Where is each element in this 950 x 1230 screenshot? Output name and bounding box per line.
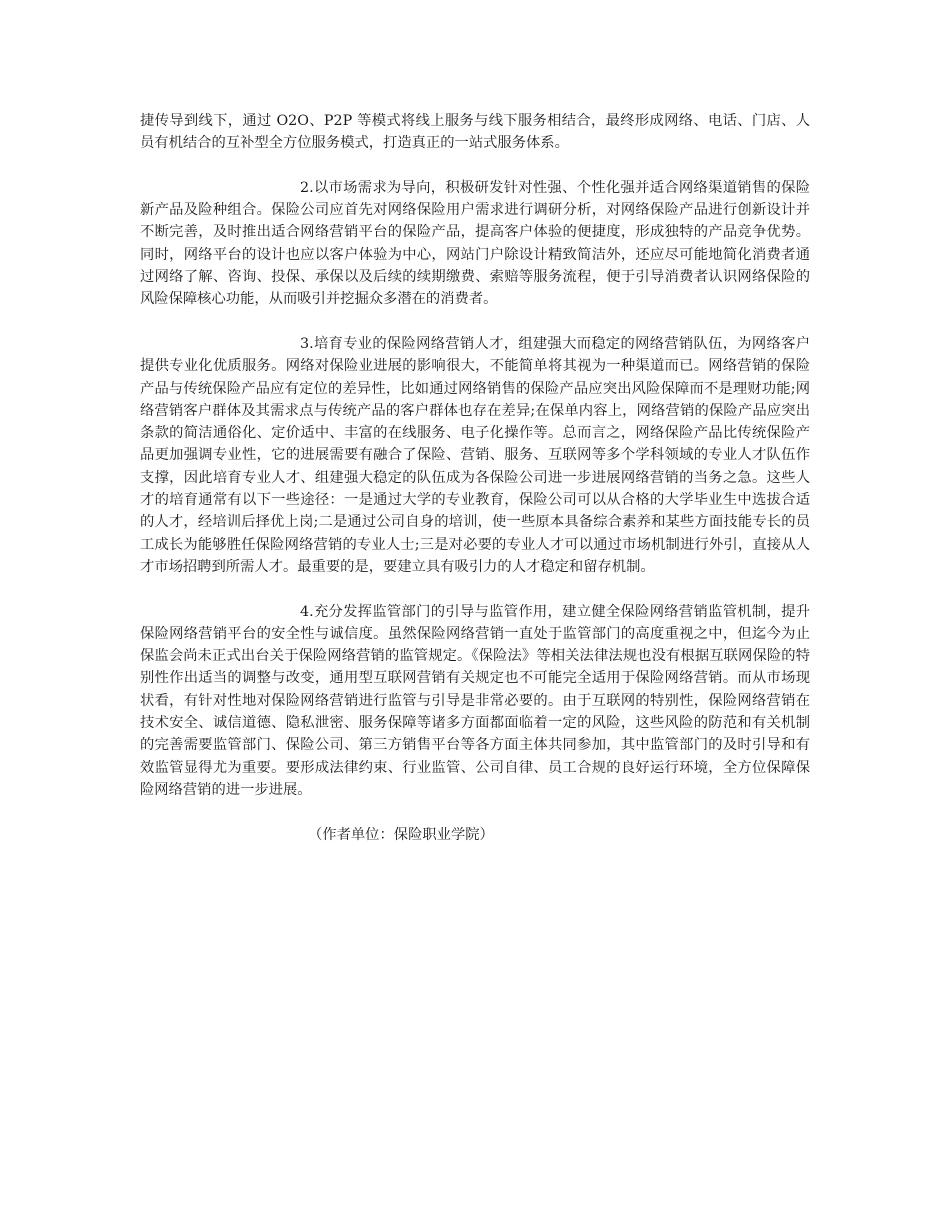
document-body <box>140 110 810 846</box>
paragraph-point-4: 4.充分发挥监管部门的引导与监管作用，建立健全保险网络营销监管机制，提升保险网络营销平台的安全性与诚信度。虽然保险网络营销一直处于监管部门的高度重视之中，但迄今为止保监会尚未正式出台关于保险网络营销的监管规定。《保险法》等相关法律法规也没有根据互联网保险的特别性作出适当的调整与改变，通用型互联网营销有关规定也不可能完全适用于保险网络营销。而从市场现状看，有针对性地对保险网络营销进行监管与引导是非常必要的。由于互联网的特别性，保险网络营销在技术安全、诚信道德、隐私泄密、服务保障等诸多方面都面临着一定的风险，这些风险的防范和有关机制的完善需要监管部门、保险公司、第三方销售平台等各方面主体共同参加，其中监管部门的及时引导和有效监管显得尤为重要。要形成法律约束、行业监管、公司自律、员工合规的良好运行环境，全方位保障保险网络营销的进一步进展。 <box>140 603 810 798</box>
paragraph-point-2: 2.以市场需求为导向，积极研发针对性强、个性化强并适合网络渠道销售的保险新产品及险种组合。保险公司应首先对网络保险用户需求进行调研分析，对网络保险产品进行创新设计并不断完善，及时推出适合网络营销平台的保险产品，提高客户体验的便捷度，形成独特的产品竞争优势。同时，网络平台的设计也应以客户体验为中心，网站门户除设计精致简洁外，还应尽可能地简化消费者通过网络了解、咨询、投保、承保以及后续的续期缴费、索赔等服务流程，便于引导消费者认识网络保险的风险保障核心功能，从而吸引并挖掘众多潜在的消费者。 <box>140 179 810 308</box>
paragraph-point-3: 3.培育专业的保险网络营销人才，组建强大而稳定的网络营销队伍，为网络客户提供专业化优质服务。网络对保险业进展的影响很大，不能简单将其视为一种渠道而已。网络营销的保险产品与传统保险产品应有定位的差异性，比如通过网络销售的保险产品应突出风险保障而不是理财功能;网络营销客户群体及其需求点与传统产品的客户群体也存在差异;在保单内容上，网络营销的保险产品应突出条款的简洁通俗化、定价适中、丰富的在线服务、电子化操作等。总而言之，网络保险产品比传统保险产品更加强调专业性，它的进展需要有融合了保险、营销、服务、互联网等多个学科领域的专业人才队伍作支撑，因此培育专业人才、组建强大稳定的队伍成为各保险公司进一步进展网络营销的当务之急。这些人才的培育通常有以下一些途径：一是通过大学的专业教育，保险公司可以从合格的大学毕业生中选拔合适的人才，经培训后择优上岗;二是通过公司自身的培训，使一些原本具备综合素养和某些方面技能专长的员工成长为能够胜任保险网络营销的专业人士;三是对必要的专业人才可以通过市场机制进行外引，直接从人才市场招聘到所需人才。最重要的是，要建立具有吸引力的人才稳定和留存机制。 <box>140 335 810 575</box>
paragraph-continuation: 捷传导到线下，通过 O2O、P2P 等模式将线上服务与线下服务相结合，最终形成网络、电话、门店、人员有机结合的互补型全方位服务模式，打造真正的一站式服务体系。 <box>140 113 810 152</box>
author-affiliation: （作者单位：保险职业学院） <box>308 826 494 843</box>
